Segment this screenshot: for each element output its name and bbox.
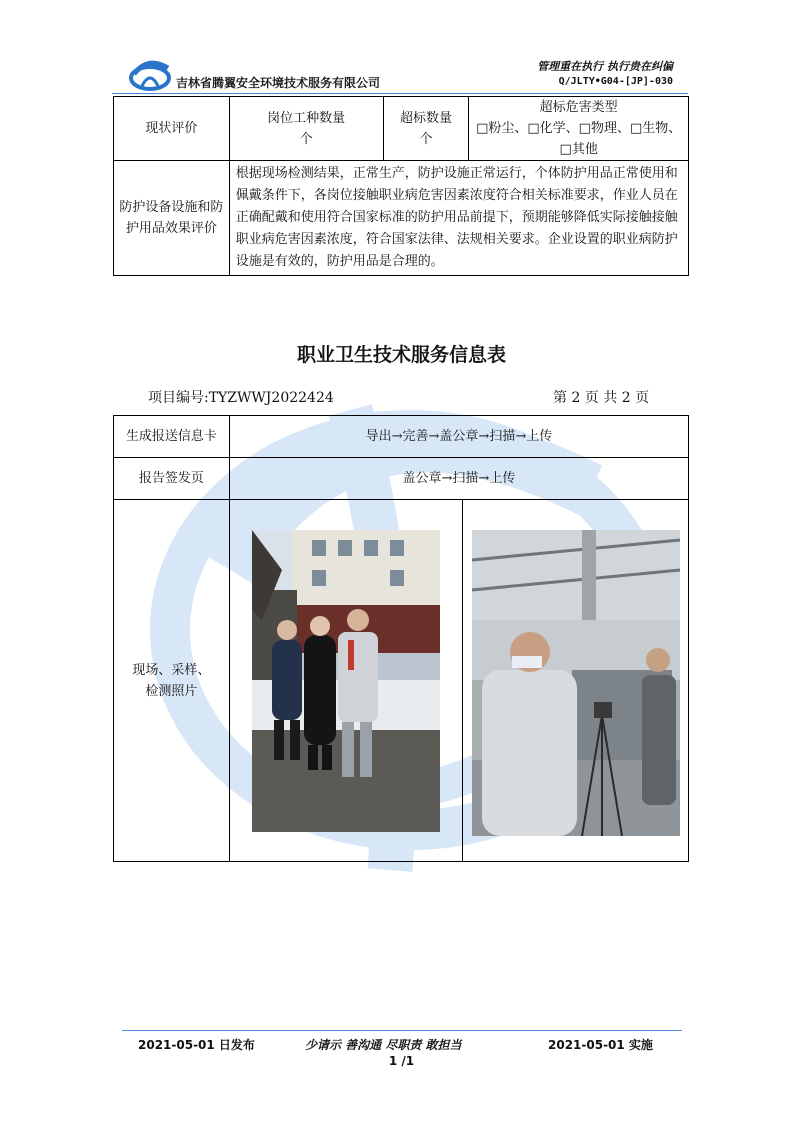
sampling-photo [472,530,680,836]
footer-page-number: 1 /1 [388,1054,415,1068]
status-evaluation-row [114,97,689,161]
protection-evaluation-row [114,161,689,276]
post-count-cell: 岗位工种数量 个 [229,97,383,161]
exceed-count-cell: 超标数量 个 [383,97,469,161]
footer-rule [122,1030,682,1031]
info-card-value: 导出→完善→盖公章→扫描→上传 [229,416,688,458]
page-number: 第 2 页 共 2 页 [553,390,650,406]
footer-slogan: 少请示 善沟通 尽职责 敢担当 [305,1038,462,1052]
report-sign-row [114,458,689,500]
project-number: 项目编号:TYZWWJ2022424 [148,390,334,406]
issue-date: 2021-05-01 日发布 [138,1038,255,1052]
header-motto: 管理重在执行 执行贵在纠偏 [537,60,673,73]
header-rule [112,93,688,94]
company-logo-icon [128,56,172,92]
implement-date: 2021-05-01 实施 [548,1038,653,1052]
info-card-row [114,416,689,458]
site-group-photo [252,530,440,832]
report-sign-label: 报告签发页 [114,458,230,500]
report-sign-value: 盖公章→扫描→上传 [229,458,688,500]
protection-evaluation-label: 防护设备设施和防护用品效果评价 [114,161,230,276]
status-evaluation-label: 现状评价 [114,97,230,161]
company-name: 吉林省腾翼安全环境技术服务有限公司 [176,76,381,90]
evaluation-table [113,96,689,276]
photos-label: 现场、采样、检测照片 [114,500,230,862]
protection-evaluation-text: 根据现场检测结果，正常生产，防护设施正常运行，个体防护用品正常使用和佩戴条件下，各岗位接触职业病危害因素浓度符合相关标准要求，作业人员在正确配戴和使用符合国家标准的防护用品前提下，预期能够降低实际接触接触职业病危害因素浓度，符合国家法律、法规相关要求。企业设置的职业病防护设施是有效的，防护用品是合理的。 [229,161,688,276]
page-title: 职业卫生技术服务信息表 [296,344,506,366]
document-number: Q/JLTY•G04-[JP]-030 [558,76,673,87]
hazard-types-cell: 超标危害类型 □粉尘、□化学、□物理、□生物、□其他 [469,97,689,161]
info-card-label: 生成报送信息卡 [114,416,230,458]
